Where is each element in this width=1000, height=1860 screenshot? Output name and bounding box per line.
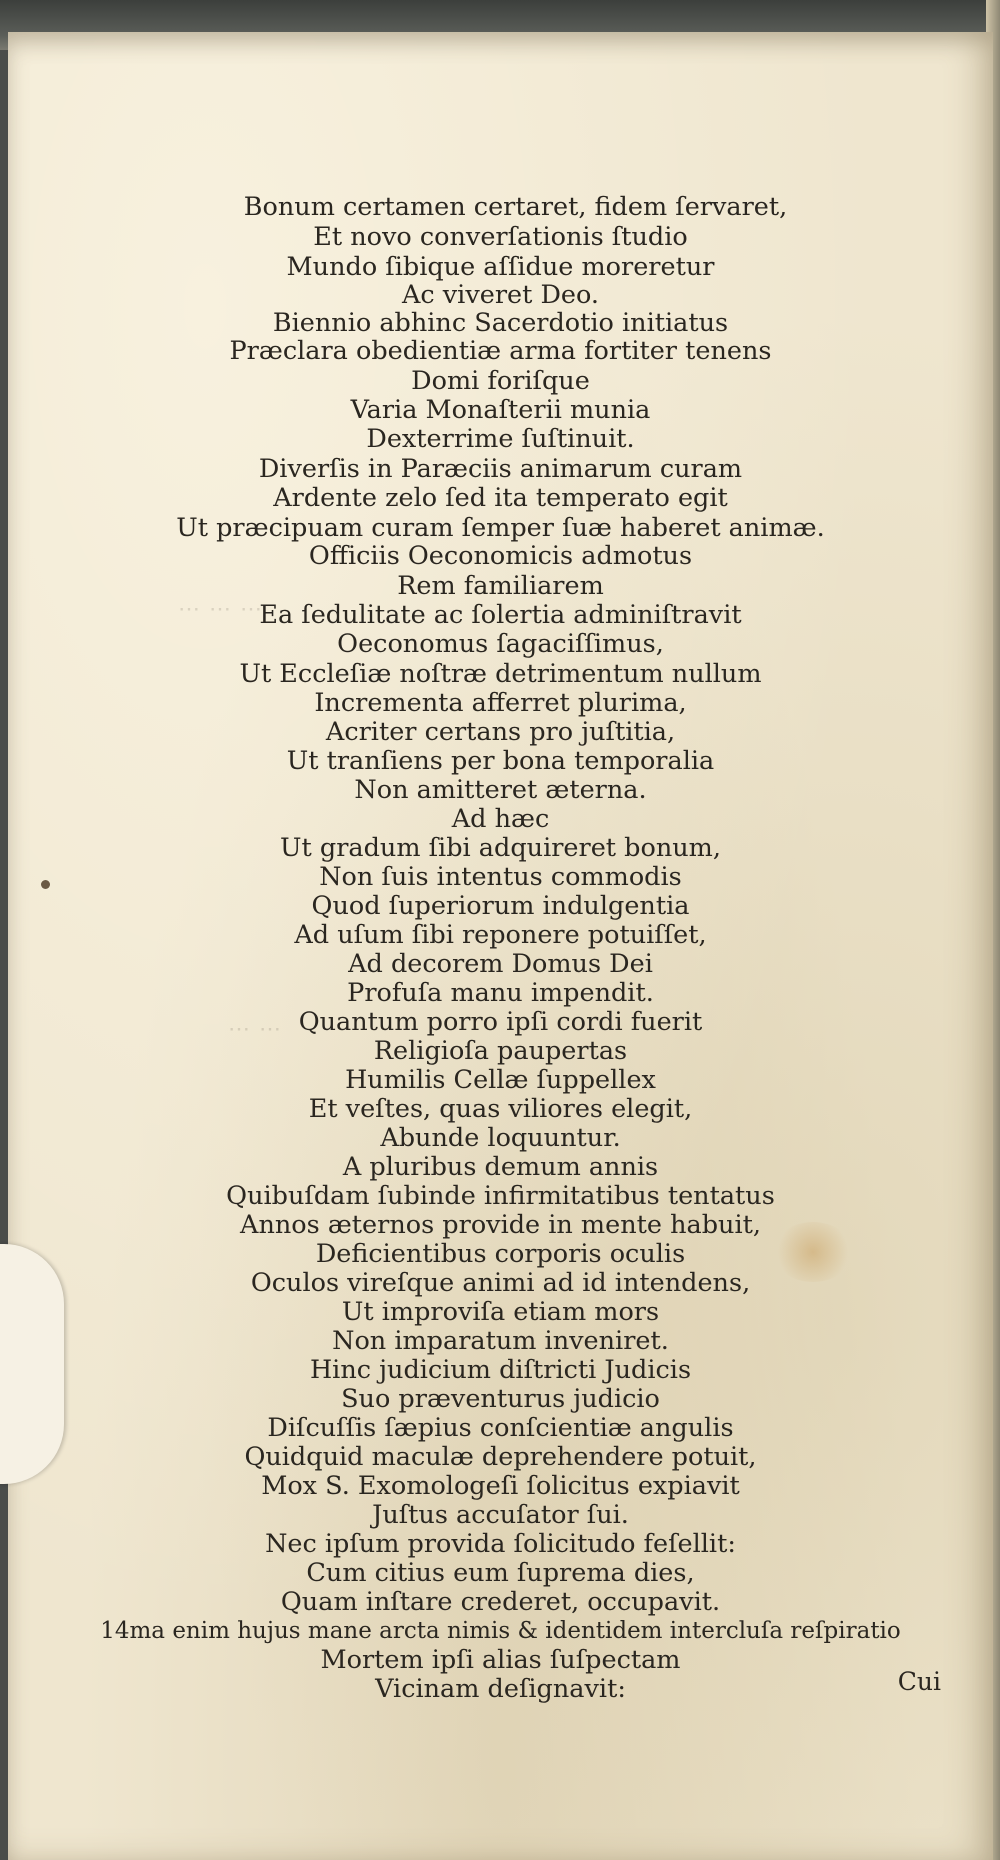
text-line: Ut præcipuam curam ſemper ſuæ haberet animæ. [176, 513, 825, 543]
text-line: Biennio abhinc Sacerdotio initiatus [272, 308, 729, 338]
text-line: Juſtus accuſator ſui. [372, 1500, 629, 1530]
text-line: Quidquid maculæ deprehendere potuit, [244, 1442, 757, 1472]
text-line: Non ſuis intentus commodis [319, 862, 682, 892]
inscription-text-block [8, 32, 993, 1732]
text-line: Officiis Oeconomicis admotus [308, 541, 693, 571]
catchword: Cui [897, 1667, 941, 1696]
text-line: Acriter certans pro juſtitia, [325, 717, 676, 747]
text-line: Quantum porro ipſi cordi fuerit [298, 1007, 703, 1037]
text-line: Quam inſtare crederet, occupavit. [280, 1587, 721, 1617]
text-line: 14ma enim hujus mane arcta nimis & identidem intercluſa reſpiratio [100, 1618, 901, 1644]
text-line: Diverſis in Paræciis animarum curam [258, 454, 743, 484]
text-line: Non imparatum inveniret. [332, 1326, 669, 1356]
text-line: Bonum certamen certaret, fidem ſervaret, [243, 192, 788, 222]
text-line: Suo præventurus judicio [341, 1384, 660, 1414]
text-line: Quod ſuperiorum indulgentia [311, 891, 690, 921]
text-line: Mortem ipſi alias ſuſpectam [320, 1645, 681, 1675]
text-line: Ad decorem Domus Dei [348, 949, 653, 979]
text-line: Hinc judicium diſtricti Judicis [309, 1355, 692, 1385]
text-line: Ad uſum ſibi reponere potuiſſet, [294, 920, 707, 950]
text-line: Non amitteret æterna. [354, 775, 647, 805]
text-line: Humilis Cellæ ſuppellex [345, 1065, 656, 1095]
text-line: Et veſtes, quas viliores elegit, [308, 1094, 693, 1124]
text-line: Ea ſedulitate ac ſolertia adminiſtravit [259, 600, 742, 630]
text-line: Et novo converſationis ſtudio [313, 222, 688, 252]
text-line: Oeconomus ſagaciſſimus, [337, 629, 664, 659]
text-line: Mox S. Exomologeſi ſolicitus expiavit [261, 1471, 740, 1501]
text-line: Vicinam deſignavit: [375, 1674, 626, 1704]
text-line: Rem familiarem [397, 571, 604, 601]
text-line: Mundo ſibique aſſidue moreretur [286, 252, 715, 282]
text-line: Deficientibus corporis oculis [315, 1239, 686, 1269]
text-line: Domi foriſque [411, 366, 590, 396]
bleed-through-text: ⋯ ⋯ ⋯ [178, 597, 263, 622]
text-line: Quibuſdam ſubinde infirmitatibus tentatus [226, 1181, 775, 1211]
text-line: Abunde loquuntur. [380, 1123, 621, 1153]
text-line: Ut gradum ſibi adquireret bonum, [280, 833, 721, 863]
document-page [8, 32, 993, 1860]
text-line: Incrementa afferret plurima, [314, 688, 687, 718]
text-line: Nec ipſum provida ſolicitudo feſellit: [265, 1529, 736, 1559]
text-line: A pluribus demum annis [342, 1152, 659, 1182]
text-line: Diſcuſſis ſæpius conſcientiæ angulis [267, 1413, 734, 1443]
text-line: Religioſa paupertas [373, 1036, 628, 1066]
text-line: Præclara obedientiæ arma fortiter tenens [229, 336, 772, 366]
text-line: Dexterrime ſuſtinuit. [366, 424, 635, 454]
text-line: Ut Eccleſiæ noſtræ detrimentum nullum [239, 659, 762, 689]
text-line: Ut improviſa etiam mors [341, 1297, 660, 1327]
text-line: Annos æternos provide in mente habuit, [240, 1210, 761, 1240]
text-line: Varia Monaſterii munia [350, 395, 651, 425]
text-line: Ut tranſiens per bona temporalia [286, 746, 715, 776]
text-line: Ad hæc [451, 804, 550, 834]
text-line: Ardente zelo ſed ita temperato egit [273, 483, 728, 513]
bleed-through-text: ⋯ ⋯ [228, 1017, 282, 1042]
text-line: Profuſa manu impendit. [347, 978, 654, 1008]
text-line: Cum citius eum ſuprema dies, [306, 1558, 695, 1588]
text-line: Oculos vireſque animi ad id intendens, [250, 1268, 751, 1298]
text-line: Ac viveret Deo. [401, 280, 600, 310]
